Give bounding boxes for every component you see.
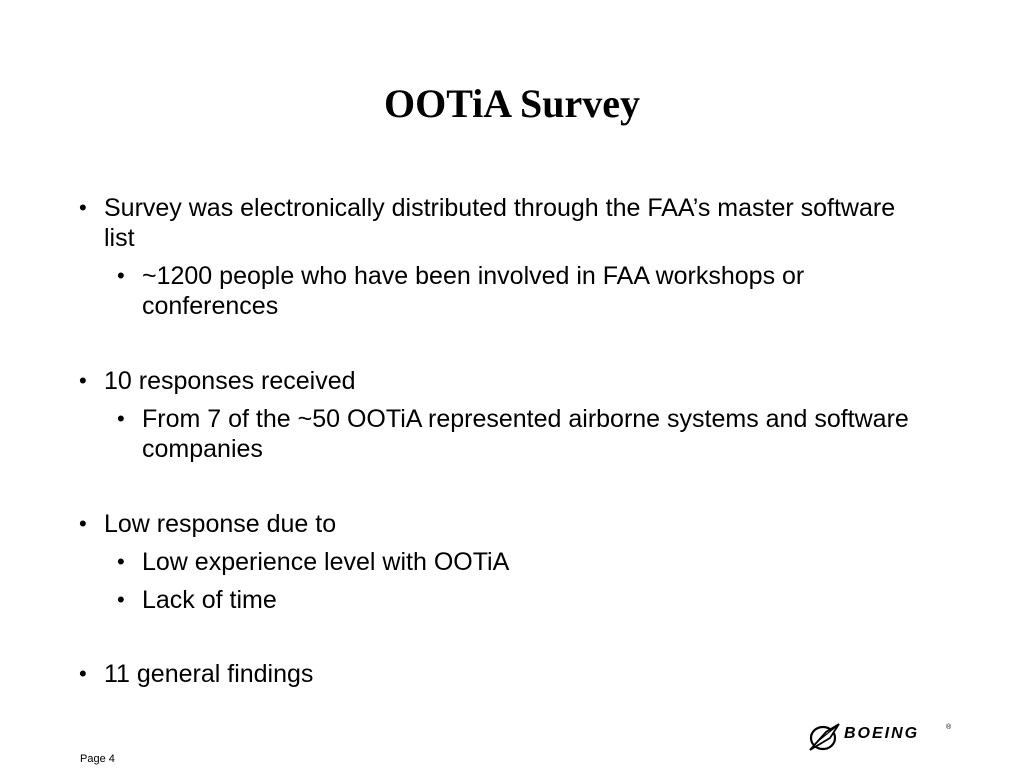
sub-bullet-item [117, 585, 917, 615]
bullet-dot: • [79, 661, 87, 686]
bullet-dot: • [79, 195, 87, 220]
sub-bullet-text: From 7 of the ~50 OOTiA represented airborne systems and software companies [142, 405, 909, 463]
sub-bullet-text: Low experience level with OOTiA [142, 548, 510, 576]
bullet-dot: • [117, 406, 125, 431]
bullet-dot: • [117, 263, 125, 288]
bullet-item [79, 193, 909, 253]
page-number: Page 4 [80, 753, 115, 765]
sub-bullet-text: ~1200 people who have been involved in FAA workshops or conferences [142, 262, 805, 320]
sub-bullet-text: Lack of time [142, 586, 277, 614]
bullet-text: Low response due to [104, 510, 337, 538]
bullet-dot: • [79, 368, 87, 393]
slide-title: OOTiA Survey [384, 81, 640, 126]
bullet-text: 11 general findings [104, 660, 314, 688]
registered-mark: ® [946, 724, 952, 731]
sub-bullet-item [117, 404, 917, 464]
bullet-dot: • [117, 549, 125, 574]
bullet-text: 10 responses received [104, 367, 356, 395]
bullet-item [79, 366, 909, 396]
bullet-dot: • [117, 587, 125, 612]
sub-bullet-item [117, 547, 917, 577]
bullet-dot: • [79, 511, 87, 536]
sub-bullet-item [117, 261, 917, 321]
bullet-text: Survey was electronically distributed through the FAA’s master software list [104, 194, 896, 252]
bullet-item [79, 659, 909, 689]
boeing-wordmark: BOEING [844, 725, 920, 742]
boeing-symbol-icon [806, 716, 842, 756]
bullet-item [79, 509, 909, 539]
boeing-logo [806, 716, 956, 756]
